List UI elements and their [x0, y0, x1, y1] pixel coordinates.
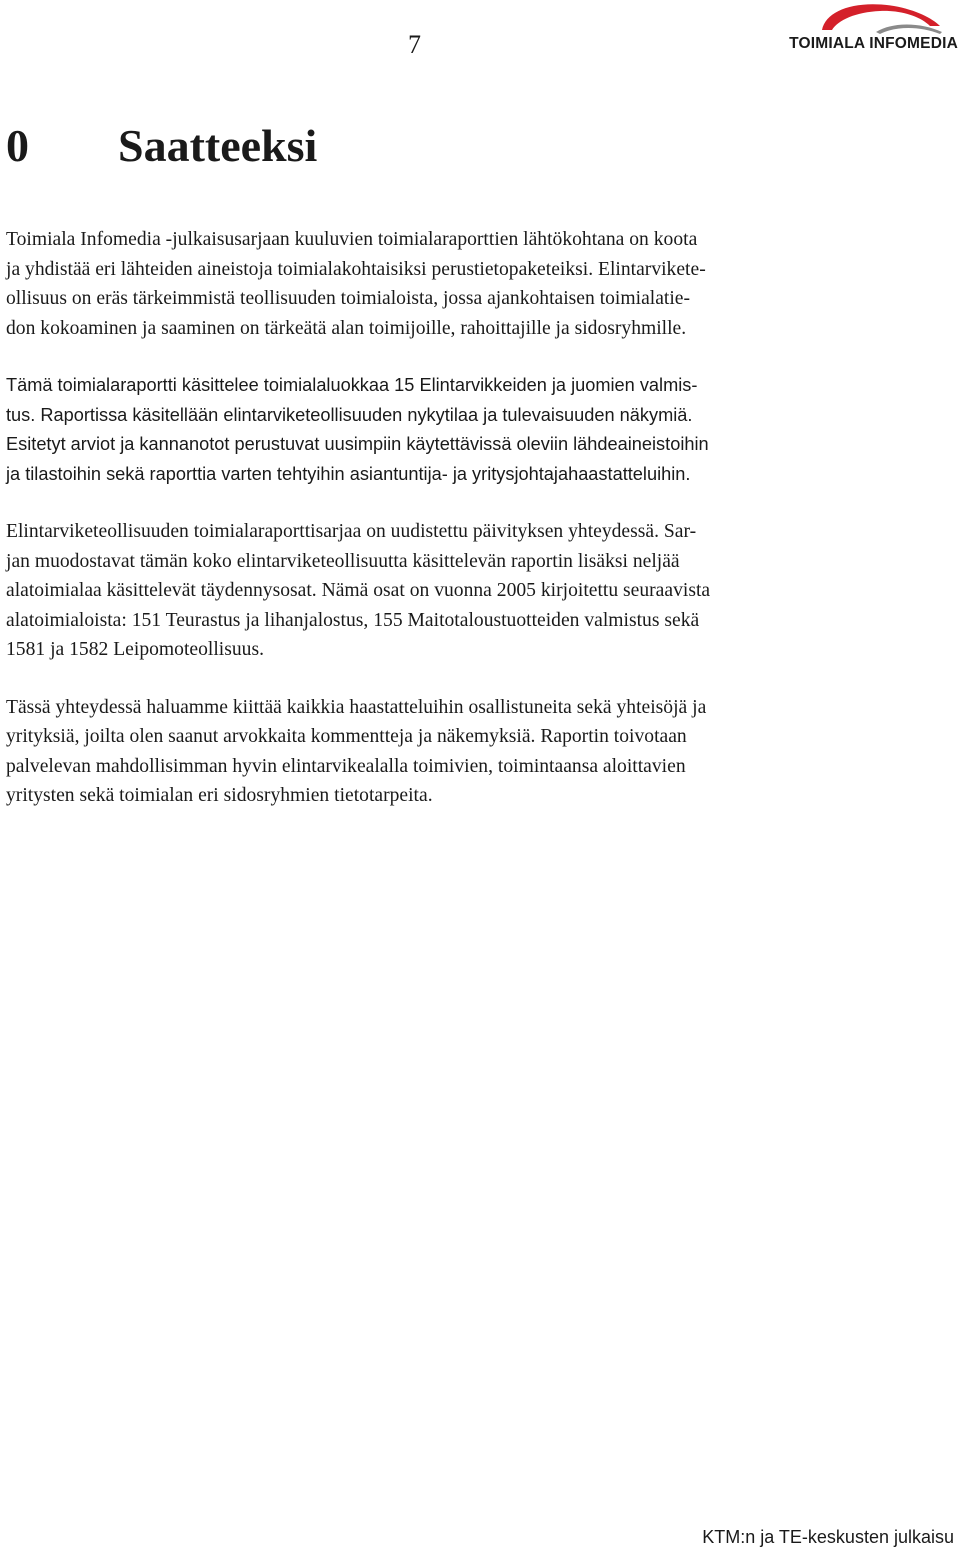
section-heading [6, 118, 317, 174]
logo-swoosh-icon [816, 2, 946, 36]
paragraph-line: tus. Raportissa käsitellään elintarviketeollisuuden nykytilaa ja tulevaisuuden näkymiä. [6, 404, 693, 425]
paragraph-line: ja tilastoihin sekä raporttia varten tehtyihin asiantuntija- ja yritysjohtajahaastatteluihin. [6, 463, 691, 484]
paragraph-line: 1581 ja 1582 Leipomoteollisuus. [6, 639, 264, 660]
paragraph-line: don kokoaminen ja saaminen on tärkeätä alan toimijoille, rahoittajille ja sidosryhmille. [6, 317, 687, 339]
paragraph-series [6, 517, 844, 665]
paragraph-line: yritysten sekä toimialan eri sidosryhmien tietotarpeita. [6, 785, 433, 806]
paragraph-line: yrityksiä, joilta olen saanut arvokkaita kommentteja ja näkemyksiä. Raportin toivotaan [6, 726, 687, 747]
toimiala-infomedia-logo [786, 2, 958, 56]
paragraph-line: Tässä yhteydessä haluamme kiittää kaikkia haastatteluihin osallistuneita sekä yhteisöjä ja [6, 696, 707, 718]
paragraph-line: Toimiala Infomedia -julkaisusarjaan kuuluvien toimialaraporttien lähtökohtana on koota [6, 229, 698, 250]
paragraph-scope [6, 371, 844, 489]
paragraph-intro [6, 225, 844, 343]
body-text [6, 225, 844, 839]
page-number: 7 [408, 30, 421, 59]
paragraph-thanks [6, 693, 844, 811]
section-title: Saatteeksi [118, 120, 318, 171]
section-number: 0 [6, 120, 29, 171]
paragraph-line: Esitetyt arviot ja kannanotot perustuvat uusimpiin käytettävissä oleviin lähdeaineistoihin [6, 434, 709, 454]
paragraph-line: palvelevan mahdollisimman hyvin elintarvikealalla toimivien, toimintaansa aloittavien [6, 755, 686, 777]
paragraph-line: ollisuus on eräs tärkeimmistä teollisuuden toimialoista, jossa ajankohtaisen toimialatie- [6, 288, 691, 309]
paragraph-line: alatoimialoista: 151 Teurastus ja lihanjalostus, 155 Maitotaloustuotteiden valmistus sekä [6, 609, 700, 631]
paragraph-line: ja yhdistää eri lähteiden aineistoja toimialakohtaisiksi perustietopaketeiksi. Elintarvikete- [6, 258, 706, 280]
paragraph-line: jan muodostavat tämän koko elintarviketeollisuutta käsittelevän raportin lisäksi neljää [6, 550, 680, 572]
paragraph-line: Tämä toimialaraportti käsittelee toimialaluokkaa 15 Elintarvikkeiden ja juomien valmis- [6, 375, 698, 395]
paragraph-line: Elintarviketeollisuuden toimialaraporttisarjaa on uudistettu päivityksen yhteydessä. Sar- [6, 521, 697, 542]
paragraph-line: alatoimialaa käsittelevät täydennysosat. Nämä osat on vuonna 2005 kirjoitettu seuraavista [6, 580, 711, 601]
logo-text: TOIMIALA INFOMEDIA [789, 35, 958, 52]
footer-publisher: KTM:n ja TE-keskusten julkaisu [702, 1527, 954, 1547]
